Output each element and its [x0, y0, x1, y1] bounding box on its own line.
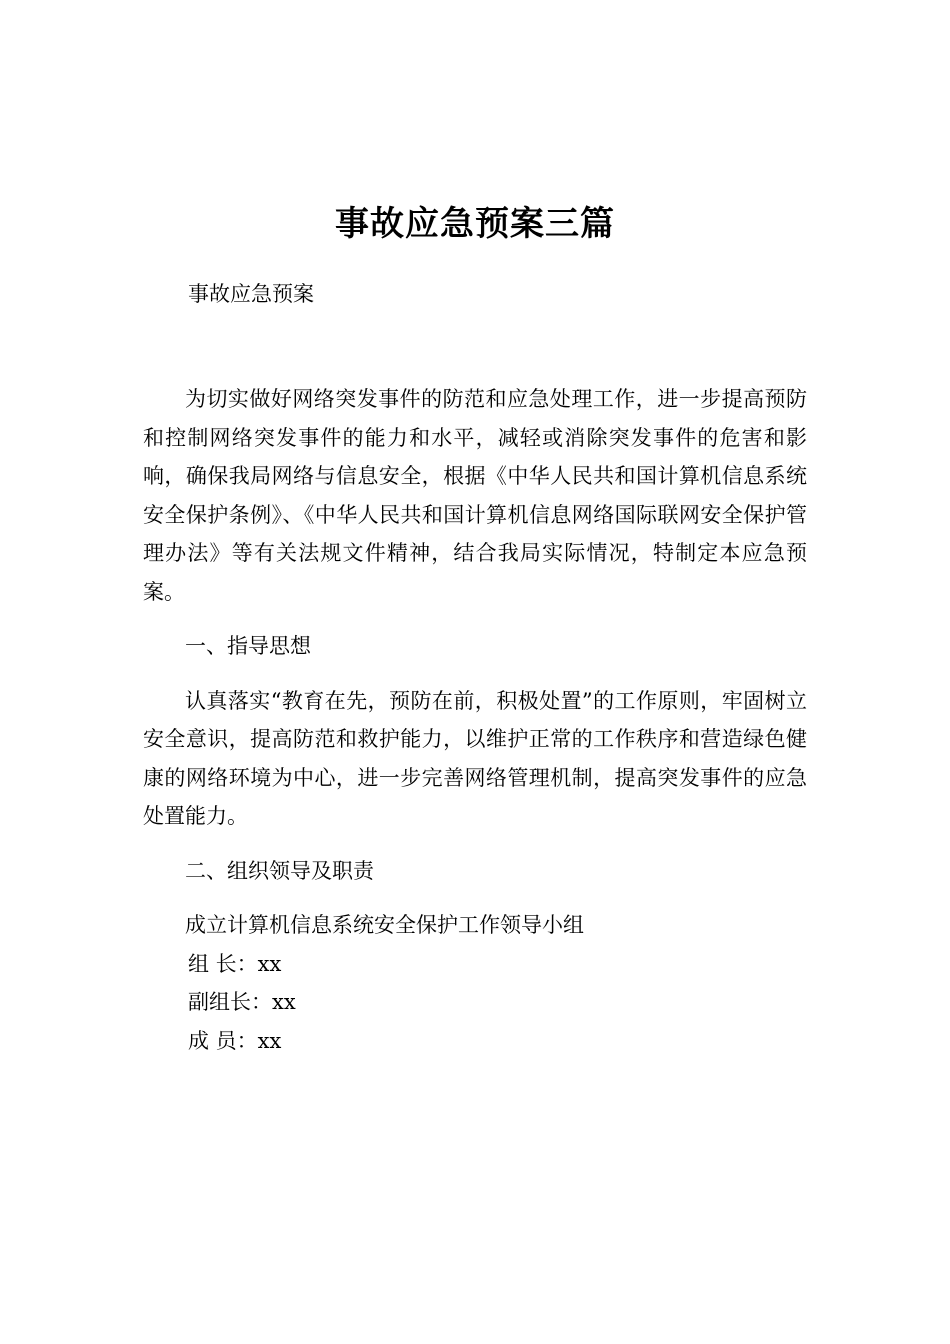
organization-paragraph: 成立计算机信息系统安全保护工作领导小组	[185, 913, 584, 937]
guiding-ideology-paragraph: 认真落实“教育在先，预防在前，积极处置”的工作原则，牢固树立安全意识，提高防范和救护能力，以维护正常的工作秩序和营造绿色健康的网络环境为中心，进一步完善网络管理机制，提高突发事件的应急处置能力。	[143, 688, 807, 828]
intro-paragraph: 为切实做好网络突发事件的防范和应急处理工作，进一步提高预防和控制网络突发事件的能力和水平，减轻或消除突发事件的危害和影响，确保我局网络与信息安全，根据《中华人民共和国计算机信息系统安全保护条例》、《中华人民共和国计算机信息网络国际联网安全保护管理办法》等有关法规文件精神，结合我局实际情况，特制定本应急预案。	[143, 387, 807, 604]
section-heading-guiding-ideology: 一、指导思想	[185, 634, 311, 658]
document-body	[143, 380, 807, 1060]
members-line: 成 员：xx	[188, 1028, 282, 1053]
document-subtitle: 事故应急预案	[188, 282, 314, 306]
deputy-leader-line: 副组长：xx	[188, 990, 296, 1014]
section-heading-organization: 二、组织领导及职责	[185, 858, 374, 883]
leader-line: 组 长：xx	[188, 951, 282, 976]
document-title: 事故应急预案三篇	[335, 204, 615, 244]
